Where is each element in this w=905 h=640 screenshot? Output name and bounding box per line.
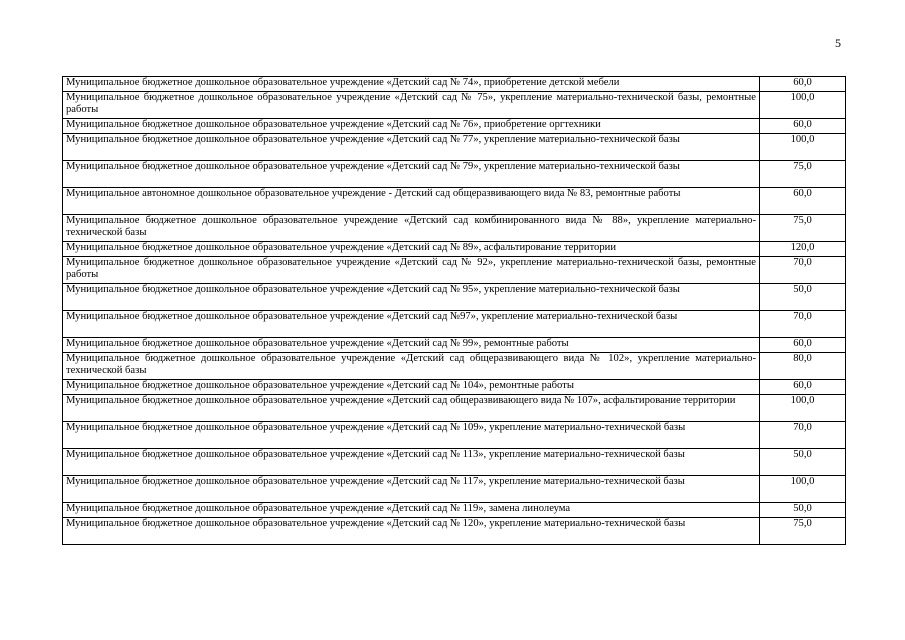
- table-row: [63, 353, 846, 380]
- institution-description: Муниципальное бюджетное дошкольное образовательное учреждение «Детский сад № 95», укрепление материально-технической базы: [63, 284, 760, 311]
- table-row: [63, 77, 846, 92]
- allocation-amount: 75,0: [760, 215, 846, 242]
- table-row: [63, 338, 846, 353]
- allocation-amount: 100,0: [760, 395, 846, 422]
- institution-description: Муниципальное бюджетное дошкольное образовательное учреждение «Детский сад № 119», замена линолеума: [63, 503, 760, 518]
- allocation-amount: 50,0: [760, 503, 846, 518]
- institution-description: Муниципальное бюджетное дошкольное образовательное учреждение «Детский сад № 120», укрепление материально-технической базы: [63, 518, 760, 545]
- table-row: [63, 134, 846, 161]
- allocation-amount: 60,0: [760, 188, 846, 215]
- allocation-amount: 100,0: [760, 92, 846, 119]
- table-row: [63, 161, 846, 188]
- allocation-table: [62, 76, 846, 545]
- allocation-amount: 60,0: [760, 380, 846, 395]
- table-row: [63, 284, 846, 311]
- table-row: [63, 119, 846, 134]
- institution-description: Муниципальное бюджетное дошкольное образовательное учреждение «Детский сад № 75», укрепление материально-технической базы, ремонтные работы: [63, 92, 760, 119]
- table-row: [63, 257, 846, 284]
- institution-description: Муниципальное бюджетное дошкольное образовательное учреждение «Детский сад № 109», укрепление материально-технической базы: [63, 422, 760, 449]
- table-row: [63, 311, 846, 338]
- table-row: [63, 476, 846, 503]
- allocation-amount: 120,0: [760, 242, 846, 257]
- table-row: [63, 449, 846, 476]
- institution-description: Муниципальное бюджетное дошкольное образовательное учреждение «Детский сад № 77», укрепление материально-технической базы: [63, 134, 760, 161]
- institution-description: Муниципальное бюджетное дошкольное образовательное учреждение «Детский сад общеразвивающего вида № 107», асфальтирование территории: [63, 395, 760, 422]
- allocation-amount: 75,0: [760, 518, 846, 545]
- table-row: [63, 503, 846, 518]
- institution-description: Муниципальное бюджетное дошкольное образовательное учреждение «Детский сад общеразвивающего вида № 102», укрепление материально-технической базы: [63, 353, 760, 380]
- table-row: [63, 188, 846, 215]
- allocation-amount: 100,0: [760, 476, 846, 503]
- allocation-amount: 50,0: [760, 284, 846, 311]
- allocation-amount: 50,0: [760, 449, 846, 476]
- table-row: [63, 422, 846, 449]
- institution-description: Муниципальное бюджетное дошкольное образовательное учреждение «Детский сад №97», укрепление материально-технической базы: [63, 311, 760, 338]
- institution-description: Муниципальное бюджетное дошкольное образовательное учреждение «Детский сад № 76», приобретение оргтехники: [63, 119, 760, 134]
- institution-description: Муниципальное бюджетное дошкольное образовательное учреждение «Детский сад № 89», асфальтирование территории: [63, 242, 760, 257]
- institution-description: Муниципальное бюджетное дошкольное образовательное учреждение «Детский сад № 92», укрепление материально-технической базы, ремонтные работы: [63, 257, 760, 284]
- allocation-table-body: [63, 77, 846, 545]
- allocation-amount: 70,0: [760, 311, 846, 338]
- table-row: [63, 395, 846, 422]
- allocation-amount: 70,0: [760, 422, 846, 449]
- institution-description: Муниципальное бюджетное дошкольное образовательное учреждение «Детский сад комбинированного вида № 88», укрепление материально-технической базы: [63, 215, 760, 242]
- allocation-amount: 60,0: [760, 338, 846, 353]
- allocation-amount: 80,0: [760, 353, 846, 380]
- table-row: [63, 215, 846, 242]
- institution-description: Муниципальное бюджетное дошкольное образовательное учреждение «Детский сад № 99», ремонтные работы: [63, 338, 760, 353]
- institution-description: Муниципальное автономное дошкольное образовательное учреждение - Детский сад общеразвивающего вида № 83, ремонтные работы: [63, 188, 760, 215]
- institution-description: Муниципальное бюджетное дошкольное образовательное учреждение «Детский сад № 79», укрепление материально-технической базы: [63, 161, 760, 188]
- allocation-amount: 75,0: [760, 161, 846, 188]
- institution-description: Муниципальное бюджетное дошкольное образовательное учреждение «Детский сад № 74», приобретение детской мебели: [63, 77, 760, 92]
- table-row: [63, 380, 846, 395]
- allocation-amount: 100,0: [760, 134, 846, 161]
- allocation-amount: 60,0: [760, 119, 846, 134]
- table-row: [63, 242, 846, 257]
- institution-description: Муниципальное бюджетное дошкольное образовательное учреждение «Детский сад № 104», ремонтные работы: [63, 380, 760, 395]
- institution-description: Муниципальное бюджетное дошкольное образовательное учреждение «Детский сад № 117», укрепление материально-технической базы: [63, 476, 760, 503]
- allocation-amount: 70,0: [760, 257, 846, 284]
- allocation-amount: 60,0: [760, 77, 846, 92]
- table-row: [63, 92, 846, 119]
- page-number: 5: [835, 36, 841, 50]
- table-row: [63, 518, 846, 545]
- institution-description: Муниципальное бюджетное дошкольное образовательное учреждение «Детский сад № 113», укрепление материально-технической базы: [63, 449, 760, 476]
